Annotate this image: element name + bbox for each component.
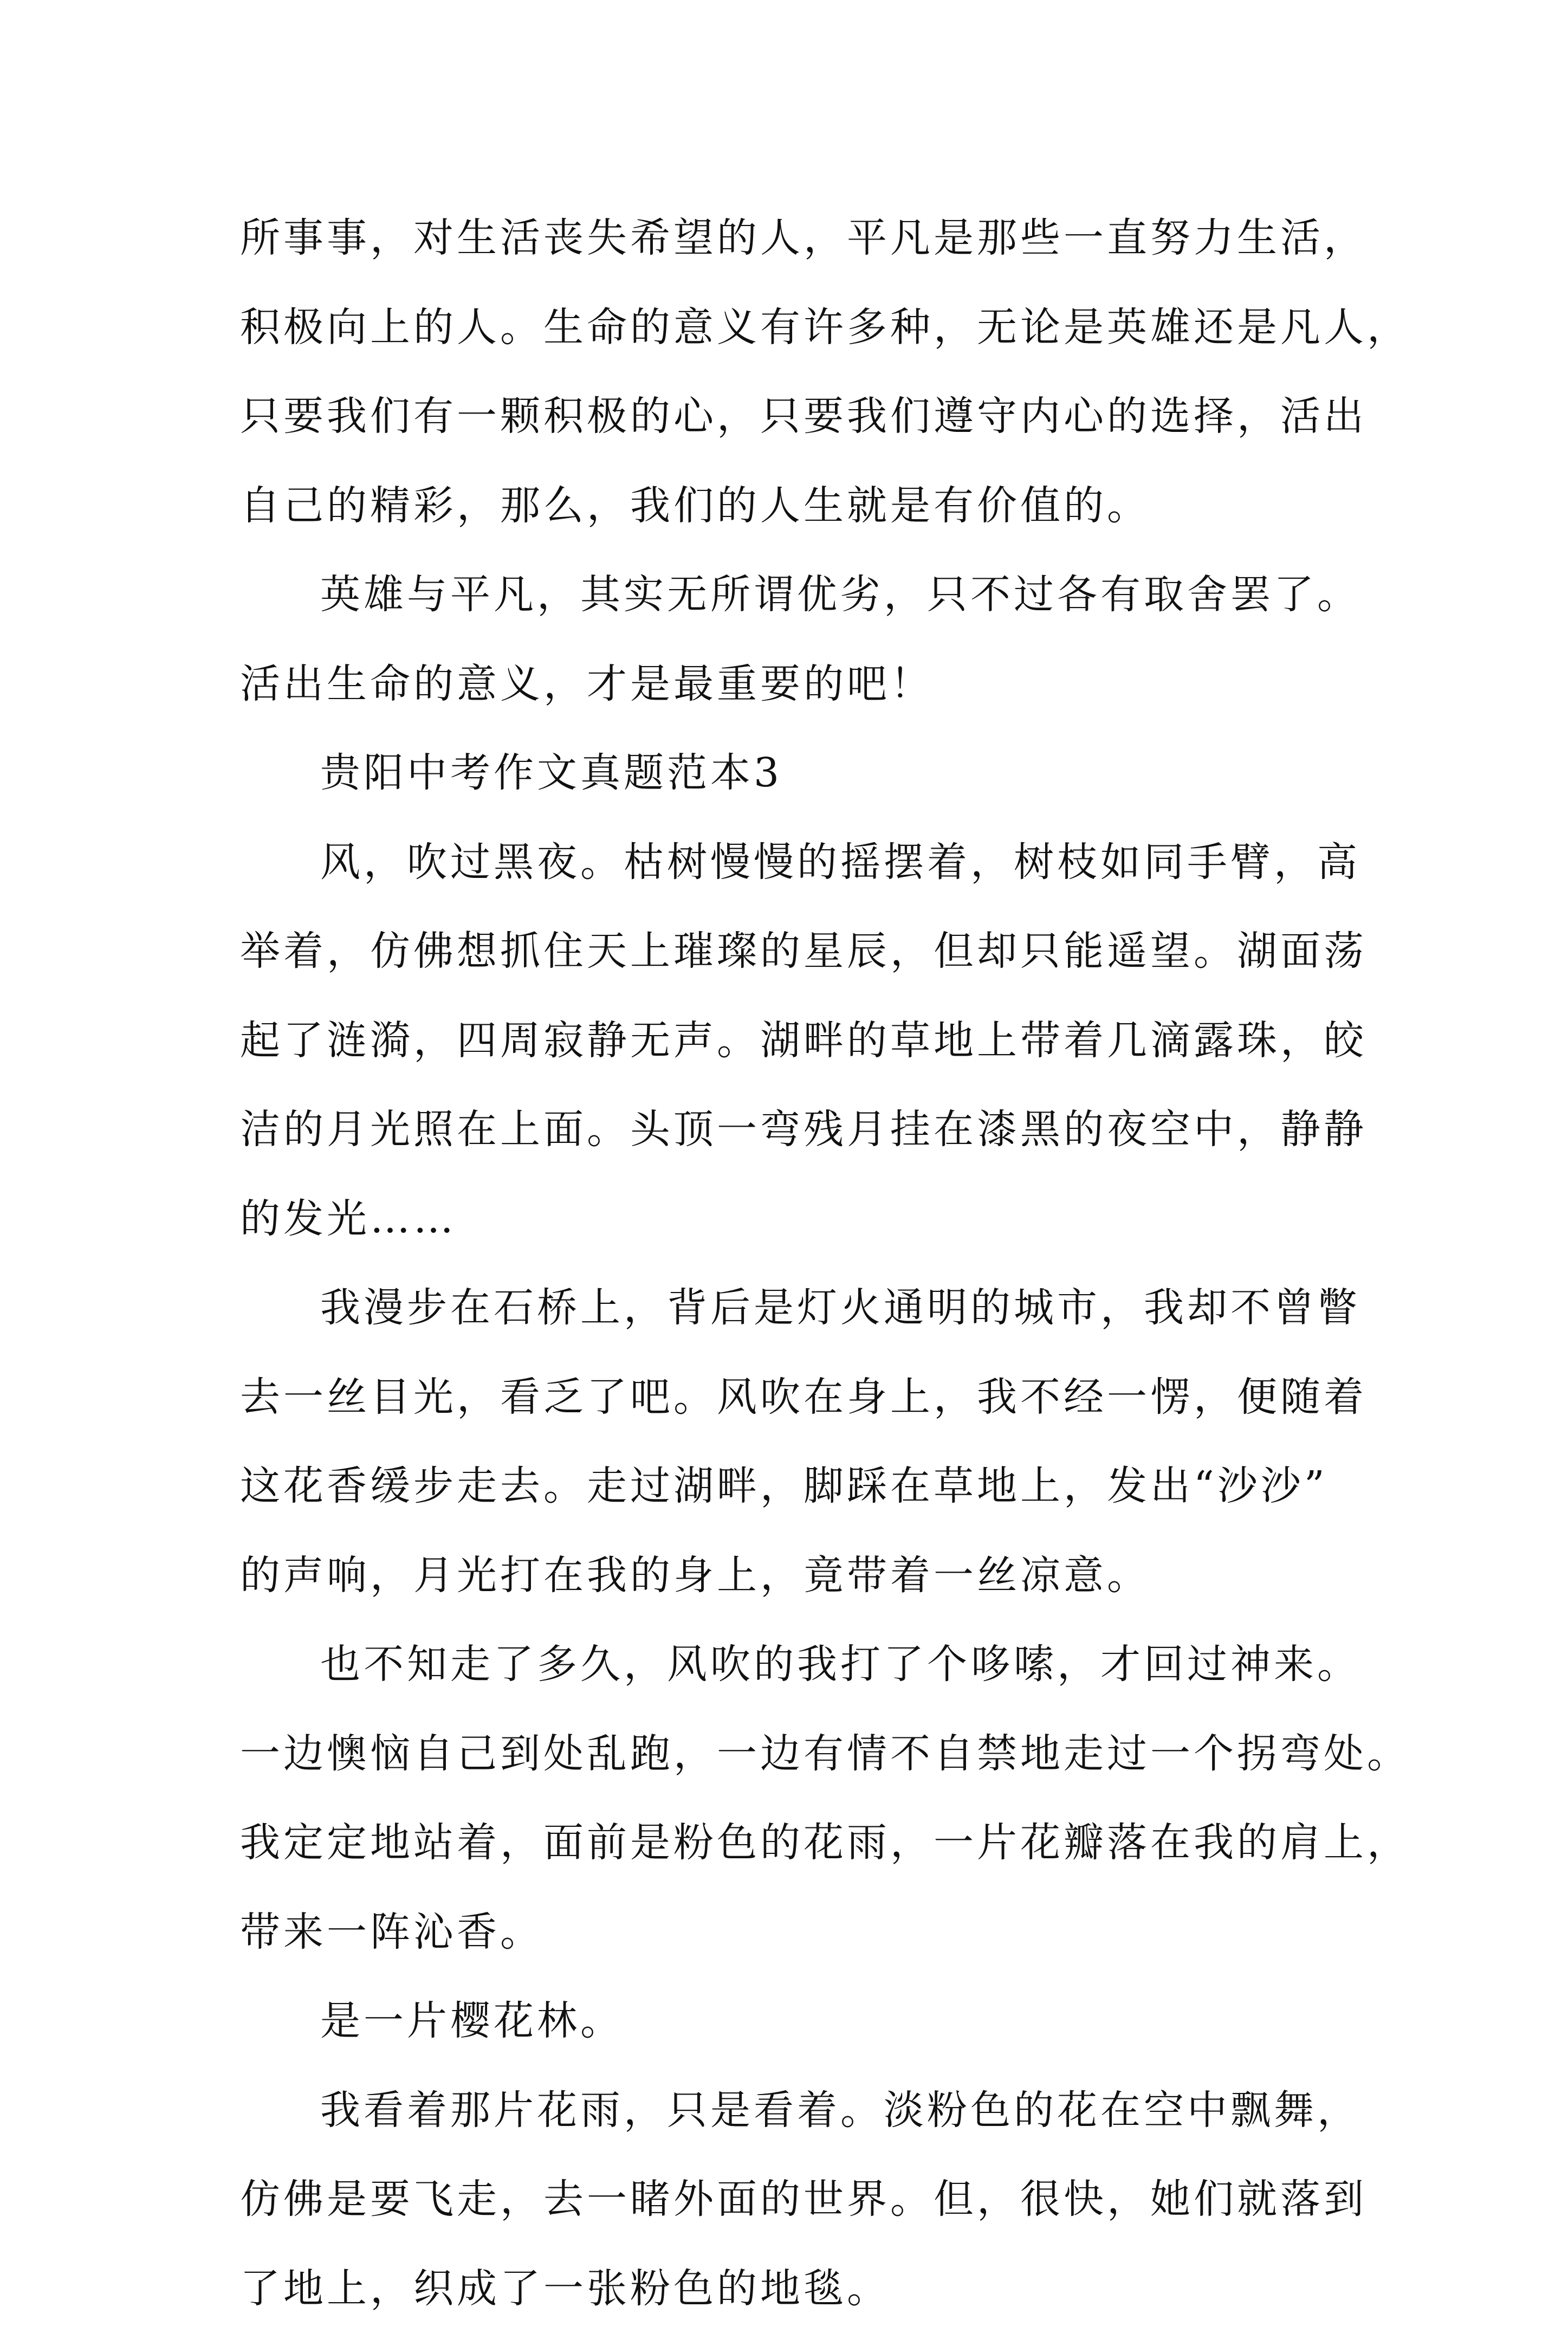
text-line: 我看着那片花雨，只是看着。淡粉色的花在空中飘舞， <box>240 2066 1367 2155</box>
document-body <box>240 193 1367 2333</box>
text-line: 所事事，对生活丧失希望的人，平凡是那些一直努力生活， <box>240 193 1367 283</box>
text-line: 我定定地站着，面前是粉色的花雨，一片花瓣落在我的肩上， <box>240 1798 1367 1888</box>
text-line: 风，吹过黑夜。枯树慢慢的摇摆着，树枝如同手臂，高 <box>240 818 1367 907</box>
section-heading: 贵阳中考作文真题范本3 <box>240 728 1367 818</box>
text-line: 的发光…… <box>240 1174 1367 1264</box>
text-line: 英雄与平凡，其实无所谓优劣，只不过各有取舍罢了。 <box>240 550 1367 639</box>
text-line: 活出生命的意义，才是最重要的吧！ <box>240 639 1367 729</box>
text-line: 这花香缓步走去。走过湖畔，脚踩在草地上，发出“沙沙” <box>240 1442 1367 1531</box>
text-line: 去一丝目光，看乏了吧。风吹在身上，我不经一愣，便随着 <box>240 1353 1367 1442</box>
text-line: 一边懊恼自己到处乱跑，一边有情不自禁地走过一个拐弯处。 <box>240 1709 1367 1799</box>
text-line: 的声响，月光打在我的身上，竟带着一丝凉意。 <box>240 1531 1367 1620</box>
text-line: 了地上，织成了一张粉色的地毯。 <box>240 2244 1367 2333</box>
text-line: 举着，仿佛想抓住天上璀璨的星辰，但却只能遥望。湖面荡 <box>240 907 1367 996</box>
text-line: 积极向上的人。生命的意义有许多种，无论是英雄还是凡人， <box>240 283 1367 372</box>
text-line: 起了涟漪，四周寂静无声。湖畔的草地上带着几滴露珠，皎 <box>240 996 1367 1085</box>
text-line: 自己的精彩，那么，我们的人生就是有价值的。 <box>240 461 1367 551</box>
text-line: 是一片樱花林。 <box>240 1976 1367 2066</box>
text-line: 带来一阵沁香。 <box>240 1888 1367 1977</box>
text-line: 也不知走了多久，风吹的我打了个哆嗦，才回过神来。 <box>240 1620 1367 1709</box>
text-line: 我漫步在石桥上，背后是灯火通明的城市，我却不曾瞥 <box>240 1263 1367 1353</box>
text-line: 只要我们有一颗积极的心，只要我们遵守内心的选择，活出 <box>240 372 1367 461</box>
text-line: 仿佛是要飞走，去一睹外面的世界。但，很快，她们就落到 <box>240 2155 1367 2244</box>
text-line: 洁的月光照在上面。头顶一弯残月挂在漆黑的夜空中，静静 <box>240 1085 1367 1174</box>
